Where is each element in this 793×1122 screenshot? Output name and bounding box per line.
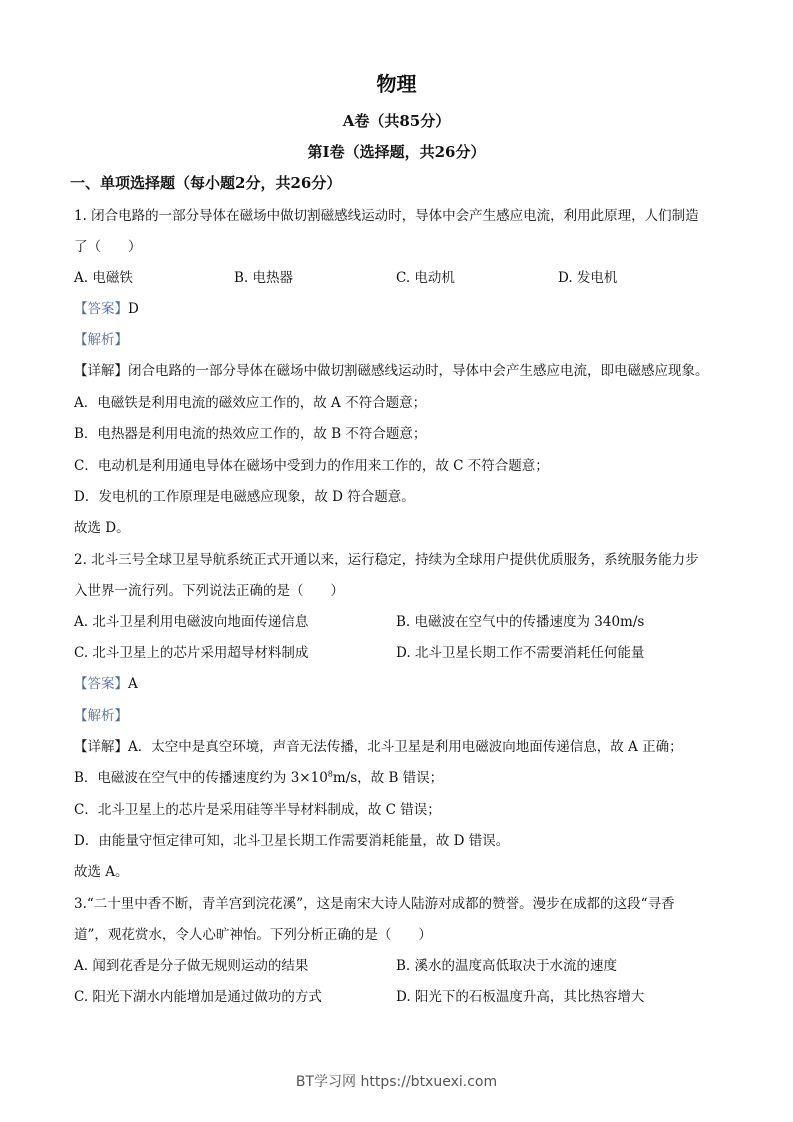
q1-detail-line1: 【详解】闭合电路的一部分导体在磁场中做切割磁感线运动时，导体中会产生感应电流，即电磁感应现象。 [74, 363, 709, 379]
q1-detail-a: A．电磁铁是利用电流的磁效应工作的，故 A 不符合题意； [74, 395, 427, 411]
q1-stem-line1: 1. 闭合电路的一部分导体在磁场中做切割磁感线运动时，导体中会产生感应电流，利用此原理，人们制造 [74, 208, 699, 224]
q1-option-c: C. 电动机 [396, 270, 455, 286]
q1-option-d: D. 发电机 [558, 270, 618, 286]
answer-value: A [128, 676, 138, 692]
q3-option-a: A. 闻到花香是分子做无规则运动的结果 [74, 958, 309, 974]
answer-label: 【答案】 [74, 676, 128, 692]
q2-analysis-label: 【解析】 [74, 708, 128, 724]
q1-detail-b: B．电热器是利用电流的热效应工作的，故 B 不符合题意； [74, 426, 427, 442]
q1-answer [74, 297, 139, 317]
part-subtitle: 第Ⅰ卷（选择题，共26分） [307, 143, 486, 161]
q1-detail-d: D．发电机的工作原理是电磁感应现象，故 D 符合题意。 [74, 489, 415, 505]
q3-option-b: B. 溪水的温度高低取决于水流的速度 [396, 958, 618, 974]
section-heading: 一、单项选择题（每小题2分，共26分） [70, 174, 342, 192]
q1-analysis-label: 【解析】 [74, 332, 128, 348]
detail-label: 【详解】 [74, 739, 128, 755]
page-title: 物理 [376, 72, 417, 96]
q2-detail-d: D．由能量守恒定律可知，北斗卫星长期工作需要消耗能量，故 D 错误。 [74, 833, 510, 849]
q2-detail-line1: 【详解】A．太空中是真空环境，声音无法传播，北斗卫星是利用电磁波向地面传递信息，故 A 正确； [74, 739, 683, 755]
q3-stem-line2: 道”，观花赏水，令人心旷神怡。下列分析正确的是（ ） [74, 927, 432, 943]
q1-stem-line2: 了（ ） [74, 239, 142, 255]
watermark-footer: BT学习网 https://btxuexi.com [295, 1074, 498, 1090]
answer-value: D [128, 301, 139, 317]
answer-label: 【答案】 [74, 301, 128, 317]
q2-option-b: B. 电磁波在空气中的传播速度为 340m/s [396, 614, 645, 630]
q1-detail-c: C．电动机是利用通电导体在磁场中受到力的作用来工作的，故 C 不符合题意； [74, 458, 549, 474]
paper-subtitle: A卷（共85分） [342, 112, 451, 130]
q3-stem-line1: 3.“二十里中香不断，青羊宫到浣花溪”，这是南宋大诗人陆游对成都的赞誉。漫步在成都的这段“寻香 [74, 896, 675, 912]
q2-option-c: C. 北斗卫星上的芯片采用超导材料制成 [74, 645, 309, 661]
q2-option-d: D. 北斗卫星长期工作不需要消耗任何能量 [396, 645, 645, 661]
q3-option-d: D. 阳光下的石板温度升高，其比热容增大 [396, 989, 645, 1005]
q2-answer [74, 672, 138, 692]
q1-conclusion: 故选 D。 [74, 520, 130, 536]
q2-stem-line2: 入世界一流行列。下列说法正确的是（ ） [74, 583, 344, 599]
detail-label: 【详解】 [74, 363, 128, 379]
q1-option-b: B. 电热器 [234, 270, 294, 286]
q2-conclusion: 故选 A。 [74, 864, 129, 880]
q1-option-a: A. 电磁铁 [74, 270, 133, 286]
q2-detail-b: B．电磁波在空气中的传播速度约为 $3\times 10^8m/s$，故 B 错误； [74, 769, 444, 786]
q2-detail-c: C．北斗卫星上的芯片是采用硅等半导材料制成，故 C 错误； [74, 802, 441, 818]
q2-option-a: A. 北斗卫星利用电磁波向地面传递信息 [74, 614, 309, 630]
q3-option-c: C. 阳光下湖水内能增加是通过做功的方式 [74, 989, 322, 1005]
q2-stem-line1: 2. 北斗三号全球卫星导航系统正式开通以来，运行稳定，持续为全球用户提供优质服务，系统服务能力步 [74, 552, 699, 568]
